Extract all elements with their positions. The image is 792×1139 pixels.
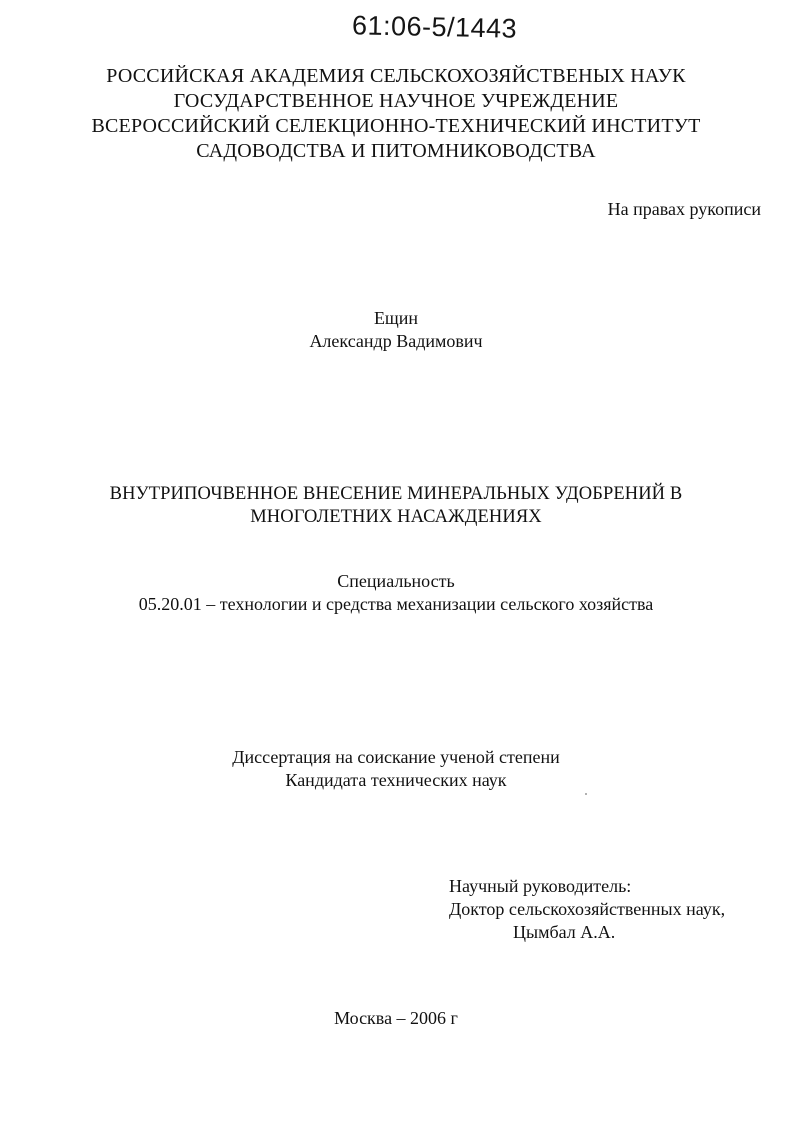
institution-line-field: САДОВОДСТВА И ПИТОМНИКОВОДСТВА: [196, 140, 596, 162]
title-line-2: МНОГОЛЕТНИХ НАСАЖДЕНИЯХ: [250, 507, 542, 527]
institution-line-type: ГОСУДАРСТВЕННОЕ НАУЧНОЕ УЧРЕЖДЕНИЕ: [173, 90, 619, 112]
specialty-block: [0, 570, 792, 616]
degree-line-2: Кандидата технических наук: [285, 770, 507, 790]
degree-block: [0, 746, 792, 792]
specialty-label: Специальность: [337, 571, 455, 591]
specialty-code-name: 05.20.01 – технологии и средства механизации сельского хозяйства: [138, 594, 654, 614]
institution-line-name: ВСЕРОССИЙСКИЙ СЕЛЕКЦИОННО-ТЕХНИЧЕСКИЙ ИНСТИТУТ: [91, 115, 701, 137]
degree-line-1: Диссертация на соискание ученой степени: [232, 747, 560, 767]
supervisor-block: [449, 875, 725, 944]
supervisor-degree: Доктор сельскохозяйственных наук,: [449, 899, 726, 919]
author-surname: Ещин: [373, 308, 419, 328]
title-line-1: ВНУТРИПОЧВЕННОЕ ВНЕСЕНИЕ МИНЕРАЛЬНЫХ УДОБРЕНИЙ В: [109, 484, 683, 504]
manuscript-rights-note: На правах рукописи: [607, 199, 761, 219]
city-year: Москва – 2006 г: [334, 1008, 458, 1028]
institution-block: [0, 64, 792, 164]
author-block: [0, 307, 792, 353]
author-given-names: Александр Вадимович: [309, 331, 483, 351]
supervisor-label: Научный руководитель:: [449, 876, 632, 896]
scan-speck: [585, 793, 587, 795]
institution-line-academy: РОССИЙСКАЯ АКАДЕМИЯ СЕЛЬСКОХОЗЯЙСТВЕНЫХ НАУК: [106, 65, 686, 87]
dissertation-title: [0, 483, 792, 529]
supervisor-name: Цымбал А.А.: [513, 922, 616, 942]
archive-stamp-number: 61:06-5/1443: [351, 10, 518, 44]
